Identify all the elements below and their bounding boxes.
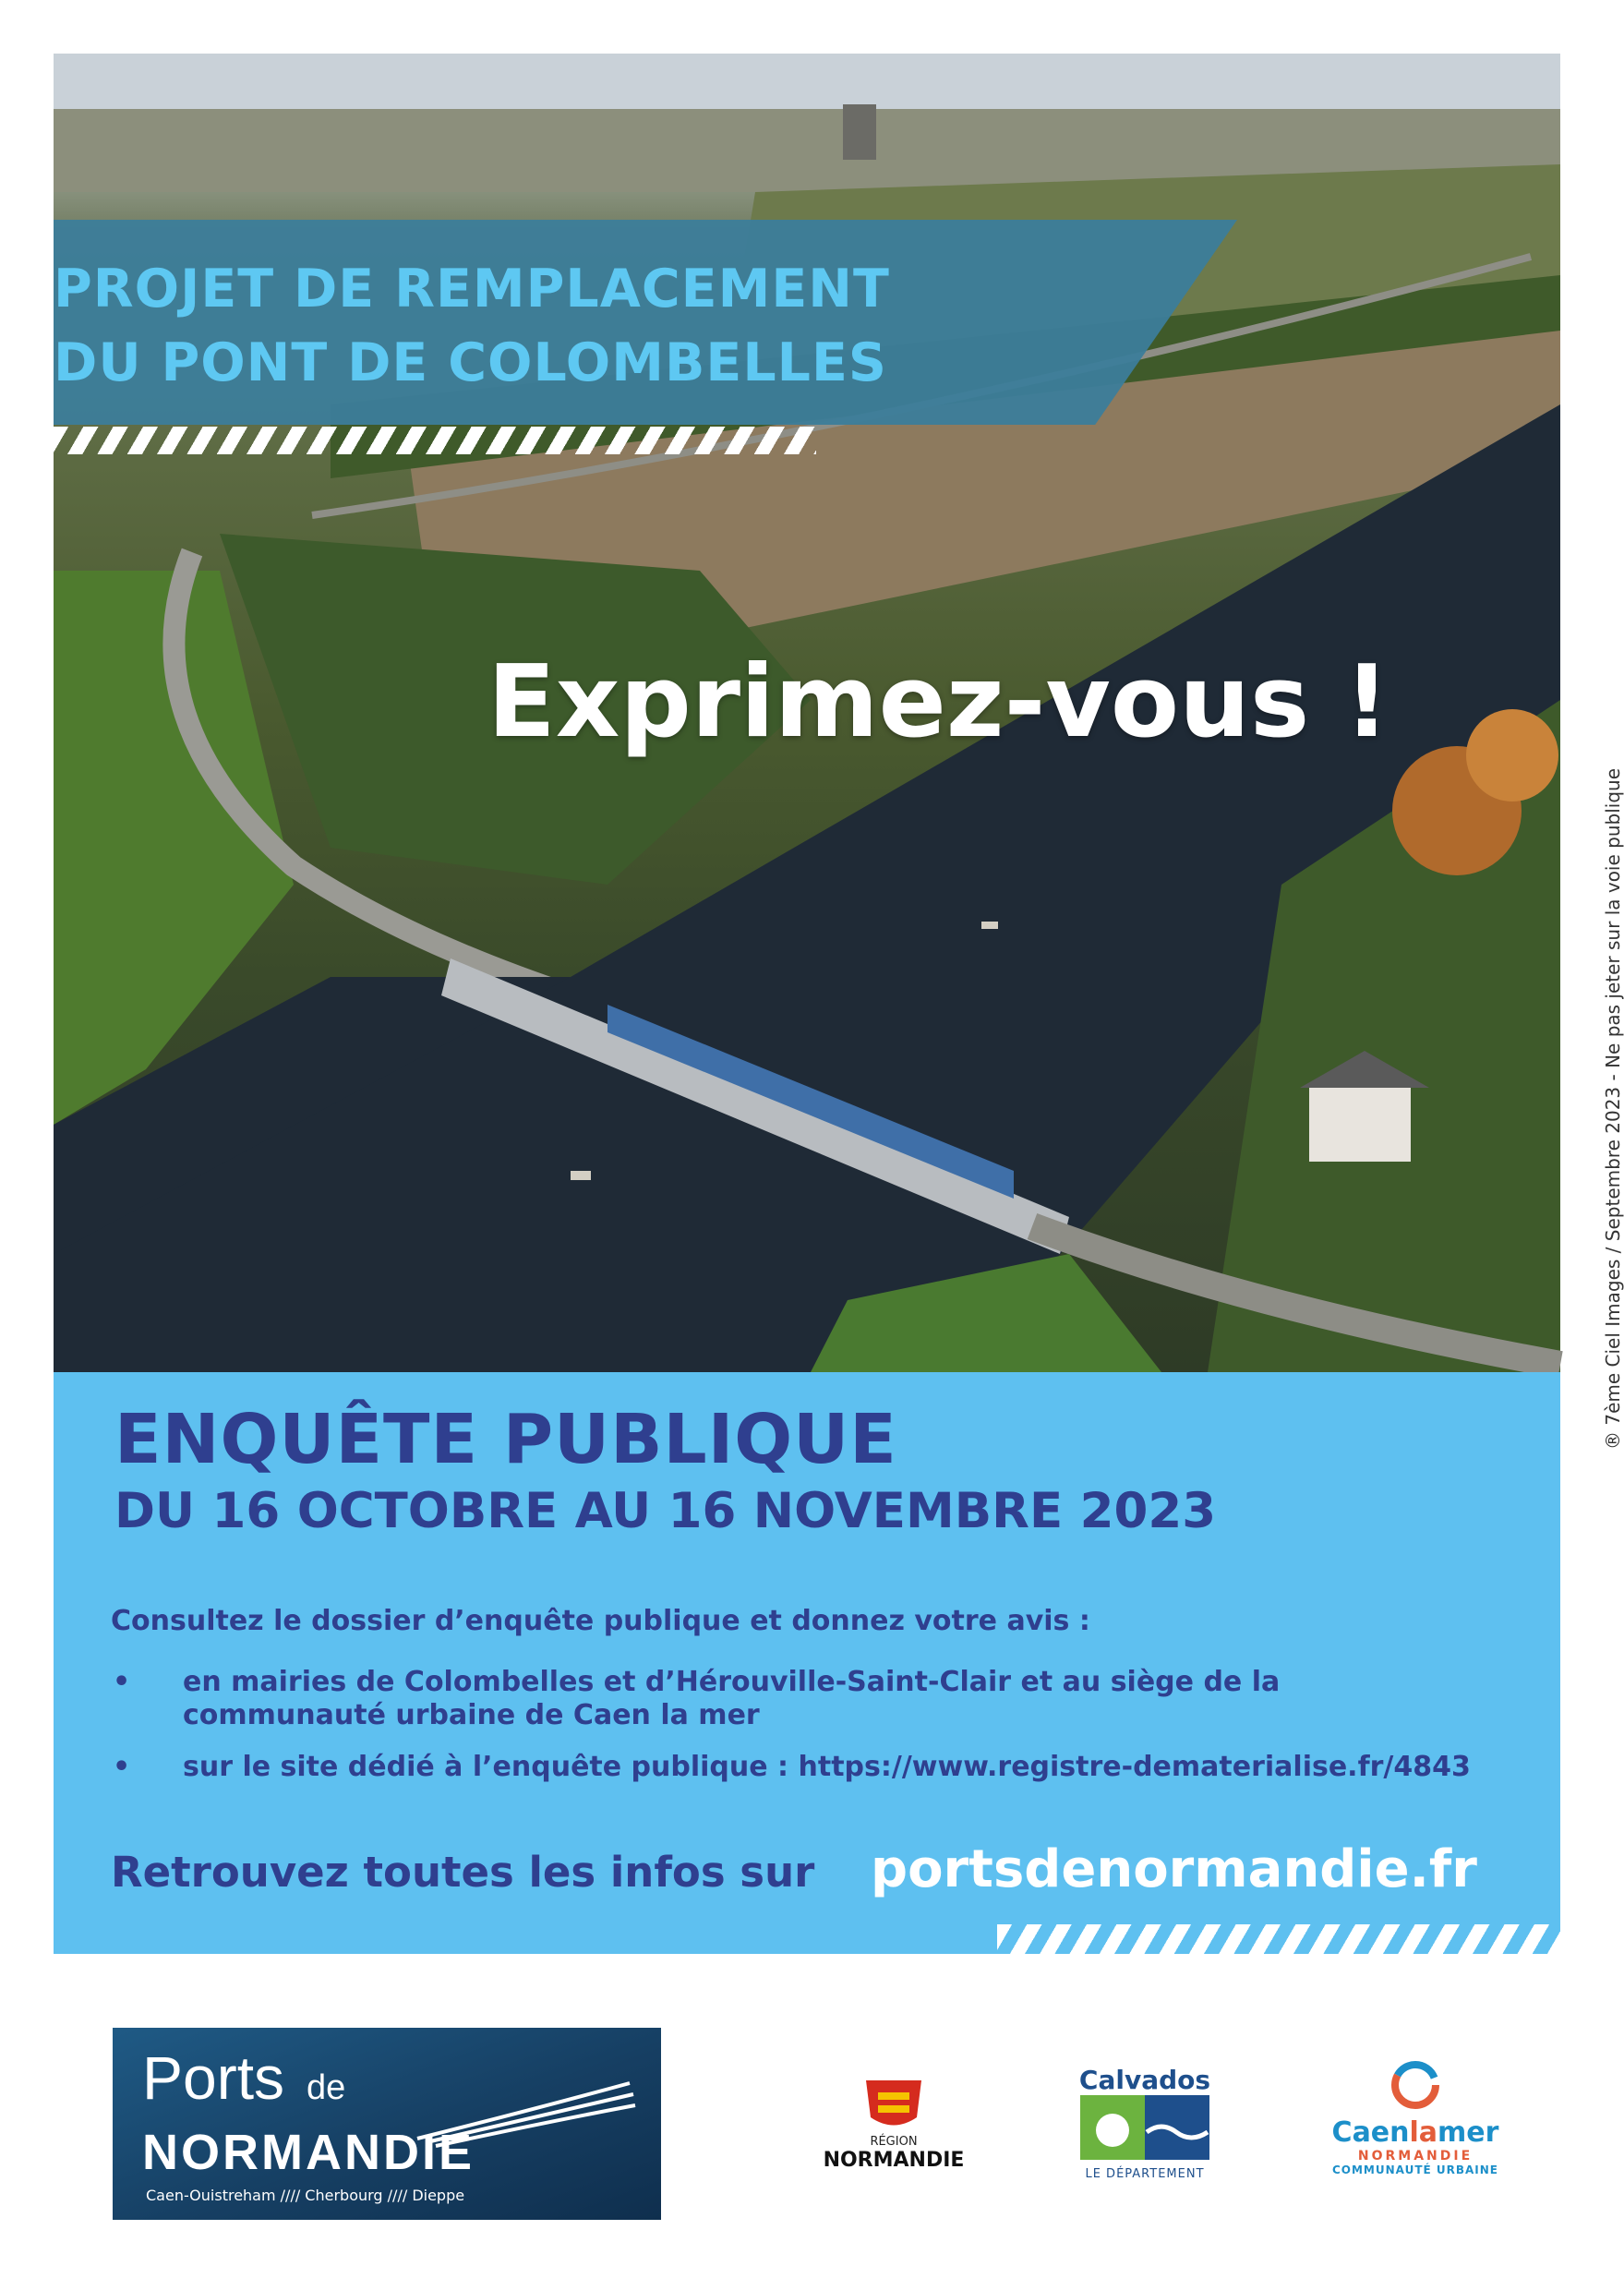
region-shield-icon — [861, 2076, 926, 2131]
aerial-photo — [54, 54, 1560, 1372]
title-banner — [54, 220, 1237, 425]
region-logo-small: RÉGION — [870, 2135, 918, 2149]
caen-la-mer-logo — [1309, 2057, 1522, 2176]
calvados-apple-wave-icon — [1080, 2095, 1209, 2160]
site-link[interactable]: portsdenormandie.fr — [871, 1839, 1477, 1899]
calvados-logo-name: Calvados — [1078, 2065, 1211, 2095]
caen-logo-la: la — [1409, 2116, 1438, 2149]
title-line-2: DU PONT DE COLOMBELLES — [54, 332, 887, 393]
caen-logo-cu: COMMUNAUTÉ URBAINE — [1331, 2163, 1499, 2176]
headline: Exprimez-vous ! — [487, 645, 1390, 760]
caen-logo-caen: Caen — [1331, 2116, 1410, 2149]
ports-logo-de: de — [307, 2068, 346, 2107]
caen-logo-mer: mer — [1438, 2116, 1499, 2149]
title-hatch-stripe — [54, 427, 816, 454]
ports-logo-word: Ports — [142, 2043, 285, 2112]
title-banner-background — [54, 220, 1237, 425]
caen-logo-name — [1309, 2116, 1522, 2149]
retrouvez-text: Retrouvez toutes les infos sur — [111, 1848, 815, 1897]
region-normandie-logo — [801, 2076, 986, 2172]
caen-ring-icon — [1388, 2057, 1443, 2113]
ports-logo-cities: Caen-Ouistreham //// Cherbourg //// Dieppe — [146, 2187, 465, 2204]
info-hatch-stripe — [997, 1924, 1560, 1954]
calvados-logo-sub: LE DÉPARTEMENT — [1085, 2167, 1205, 2181]
ports-de-normandie-logo — [113, 2028, 661, 2220]
calvados-logo — [1053, 2065, 1237, 2181]
info-box — [54, 1372, 1560, 1954]
bullet-marker: • — [113, 1666, 131, 1698]
enquete-dates: DU 16 OCTOBRE AU 16 NOVEMBRE 2023 — [114, 1483, 1217, 1539]
enquete-title: ENQUÊTE PUBLIQUE — [114, 1400, 897, 1479]
photo-credit: ® 7ème Ciel Images / Septembre 2023 - Ne pas jeter sur la voie publique — [1602, 767, 1624, 1450]
title-line-1: PROJET DE REMPLACEMENT — [54, 259, 890, 319]
consult-intro: Consultez le dossier d’enquête publique et donnez votre avis : — [111, 1605, 1090, 1637]
caen-logo-normandie: NORMANDIE — [1357, 2149, 1474, 2163]
list-item: sur le site dédié à l’enquête publique : https://www.registre-dematerialise.fr/4843 — [183, 1751, 1471, 1783]
bullet-marker: • — [113, 1751, 131, 1783]
list-item: en mairies de Colombelles et d’Hérouville-Saint-Clair et au siège de la communauté urbaine de Caen la mer — [183, 1666, 1281, 1731]
ports-logo-normandie: NORMANDIE — [142, 2125, 475, 2180]
region-logo-big: NORMANDIE — [823, 2149, 965, 2172]
